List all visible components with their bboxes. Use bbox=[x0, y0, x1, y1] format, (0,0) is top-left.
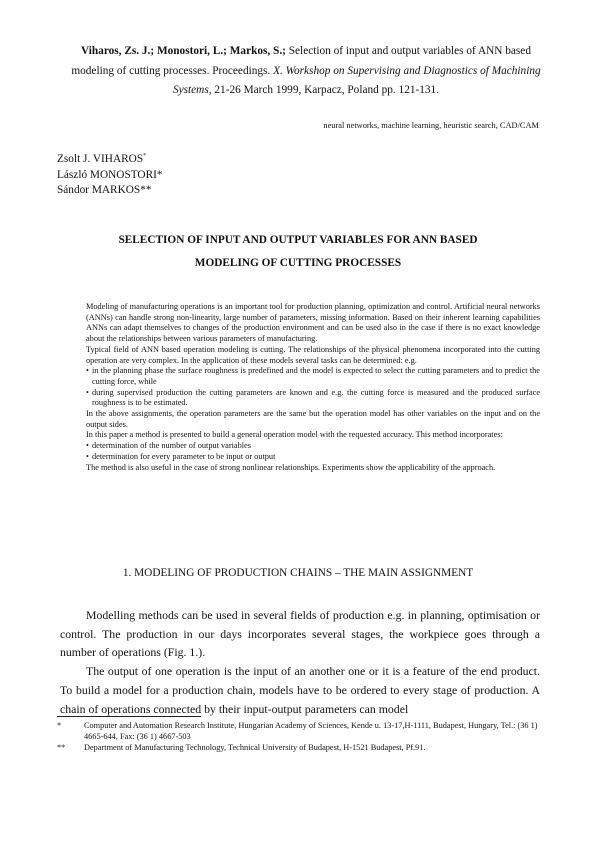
footnote bbox=[57, 742, 540, 753]
abstract-paragraph: The method is also useful in the case of strong nonlinear relationships. Experiments show the applicability of the approach. bbox=[86, 462, 496, 472]
abstract-bullet: • determination of the number of output variables bbox=[86, 441, 251, 451]
abstract bbox=[86, 302, 540, 473]
abstract-bullet: • in the planning phase the surface roughness is predefined and the model is expected to select the cutting parameters and to predict the cutting force, while bbox=[86, 366, 540, 386]
footnote-text: Computer and Automation Research Institute, Hungarian Academy of Sciences, Kende u. 13-17,H-1111, Budapest, Hungary, Tel.: (36 1) 4665-644, Fax: (36 1) 4667-503 bbox=[84, 721, 538, 742]
bullet-icon: • bbox=[86, 451, 89, 461]
footnote-divider bbox=[57, 716, 201, 717]
citation bbox=[66, 42, 546, 101]
citation-venue: X. Workshop on Supervising and Diagnostics of Machining Systems bbox=[172, 64, 541, 96]
abstract-bullet: • determination for every parameter to be input or output bbox=[86, 451, 276, 461]
footnote bbox=[57, 720, 540, 742]
bullet-icon: • bbox=[86, 387, 89, 397]
author-mark: * bbox=[143, 153, 147, 160]
abstract-paragraph: Modeling of manufacturing operations is an important tool for production planning, optimization and control. Artificial neural networks (ANNs) can handle strong non-linearity, large number of parameters, missing information. Based on their inherent learning capabilities ANNs can adapt themselves to changes of the production environment and can be used also in the case if there is no exact knowledge about the relationships between various parameters of manufacturing. bbox=[86, 302, 540, 344]
citation-authors: Viharos, Zs. J.; Monostori, L.; Markos, S.; bbox=[81, 45, 286, 57]
body-text bbox=[60, 606, 540, 718]
author-1 bbox=[57, 152, 163, 168]
citation-title: Selection of input and output variables of ANN based modeling of cutting processes. Proceedings. bbox=[71, 45, 531, 77]
title-line-2: MODELING OF CUTTING PROCESSES bbox=[194, 256, 402, 269]
author-name: Sándor MARKOS** bbox=[57, 184, 152, 196]
author-2 bbox=[57, 168, 163, 184]
author-list bbox=[57, 152, 163, 199]
section-heading: 1. MODELING OF PRODUCTION CHAINS – THE MAIN ASSIGNMENT bbox=[122, 567, 474, 579]
footnote-mark: * bbox=[57, 721, 62, 730]
body-paragraph: The output of one operation is the input of an another one or it is a feature of the end product. To build a model for a production chain, models have to be ordered to every stage of production. A chain of operations connected by their input-output parameters can model bbox=[60, 664, 540, 716]
author-name: Zsolt J. VIHAROS bbox=[57, 153, 144, 165]
body-paragraph: Modelling methods can be used in several fields of production e.g. in planning, optimisation or control. The production in our days incorporates several stages, the workpiece goes through a number of operations (Fig. 1.). bbox=[60, 608, 540, 660]
footnote-mark: ** bbox=[57, 743, 66, 753]
keywords: neural networks, machine learning, heuristic search, CAD/CAM bbox=[323, 121, 539, 130]
citation-tail: , 21-26 March 1999, Karpacz, Poland pp. 121-131. bbox=[208, 84, 440, 96]
author-3 bbox=[57, 183, 163, 199]
bullet-icon: • bbox=[86, 366, 89, 376]
footnote-text: Department of Manufacturing Technology, Technical University of Budapest, H-1521 Budapest, Pf.91. bbox=[84, 743, 426, 753]
bullet-icon: • bbox=[86, 441, 89, 451]
abstract-paragraph: In the above assignments, the operation parameters are the same but the operation model has other variables on the input and on the output sides. bbox=[86, 409, 540, 429]
abstract-paragraph: In this paper a method is presented to build a general operation model with the requested accuracy. This method incorporates: bbox=[86, 430, 503, 440]
abstract-bullet: • during supervised production the cutting parameters are known and e.g. the cutting force is measured and the produced surface roughness is to be estimated. bbox=[86, 387, 540, 408]
abstract-paragraph: Typical field of ANN based operation modeling is cutting. The relationships of the physical phenomena incorporated into the cutting operation are very complex. In the application of these models several tasks can be determined: e.g. bbox=[86, 344, 540, 365]
title-line-1: SELECTION OF INPUT AND OUTPUT VARIABLES FOR ANN BASED bbox=[118, 234, 478, 246]
author-name: László MONOSTORI* bbox=[57, 168, 163, 181]
footnotes bbox=[57, 720, 540, 754]
paper-title bbox=[60, 229, 536, 274]
